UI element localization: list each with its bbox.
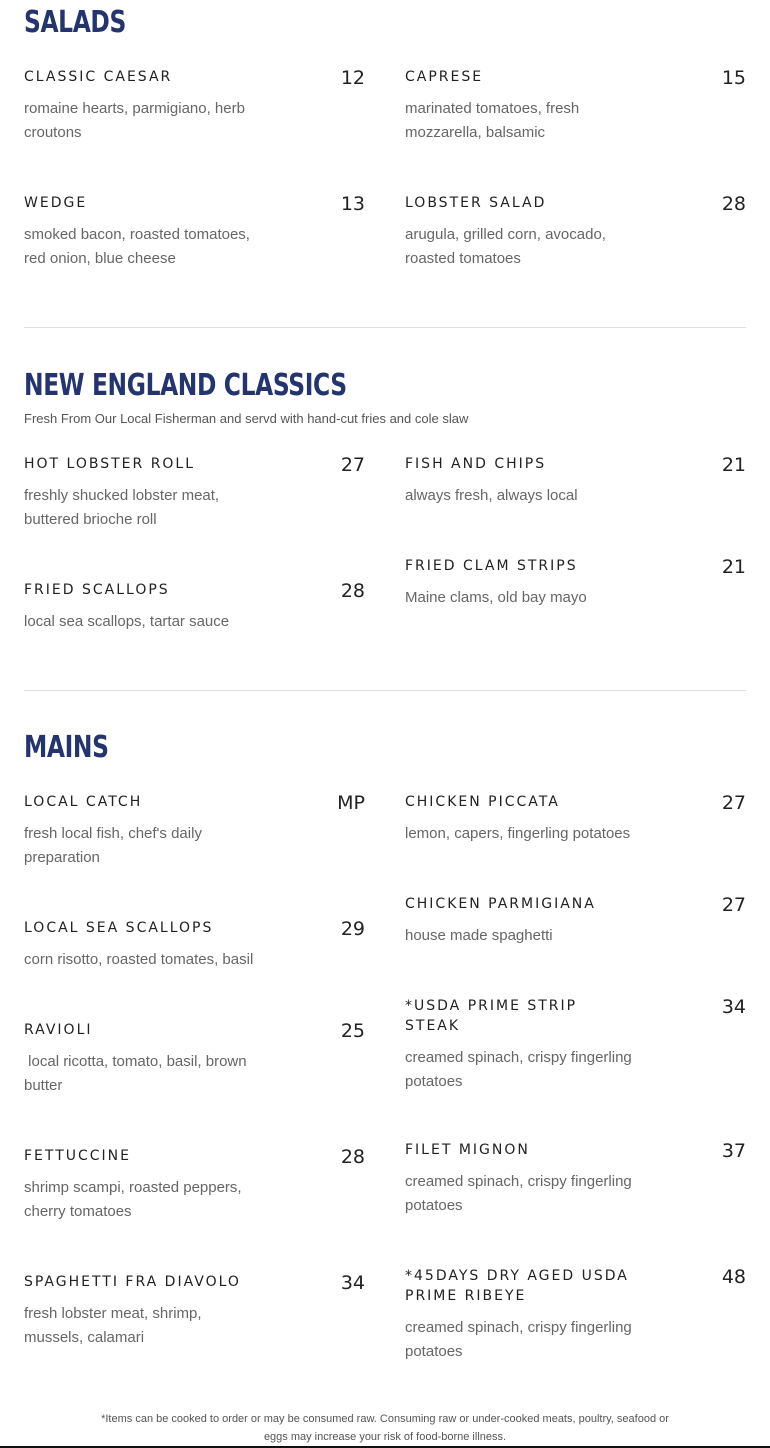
item-description: local ricotta, tomato, basil, brown butter <box>24 1053 251 1094</box>
item-description: house made spaghetti <box>405 927 553 944</box>
item-price: 37 <box>721 1140 746 1162</box>
allergen-footnote <box>0 1410 770 1446</box>
item-price: 21 <box>721 454 746 476</box>
item-name: WEDGE <box>24 195 88 211</box>
item-description: arugula, grilled corn, avocado, roasted tomatoes <box>405 226 611 267</box>
item-price: 27 <box>721 894 746 916</box>
item-price: 28 <box>340 1146 365 1168</box>
item-name: LOCAL SEA SCALLOPS <box>24 920 214 936</box>
item-description: creamed spinach, crispy fingerling potatoes <box>405 1319 636 1360</box>
item-name: SPAGHETTI FRA DIAVOLO <box>24 1274 241 1290</box>
item-description: fresh local fish, chef's daily preparation <box>24 825 207 866</box>
section-subtitle: Fresh From Our Local Fisherman and servd with hand-cut fries and cole slaw <box>24 411 469 426</box>
item-price: 48 <box>721 1266 746 1288</box>
item-description: romaine hearts, parmigiano, herb croutons <box>24 100 250 141</box>
item-description: lemon, capers, fingerling potatoes <box>405 825 631 842</box>
item-price: 28 <box>340 580 365 602</box>
item-description: always fresh, always local <box>405 487 578 504</box>
item-name: CAPRESE <box>405 69 484 85</box>
item-name: FRIED SCALLOPS <box>24 582 170 598</box>
item-price: 28 <box>721 193 746 215</box>
item-price: 15 <box>721 67 746 89</box>
item-price: 12 <box>340 67 365 89</box>
footnote-line: *Items can be cooked to order or may be consumed raw. Consuming raw or under-cooked meats, poultry, seafood or <box>101 1413 669 1425</box>
item-price: 27 <box>721 792 746 814</box>
section-title: NEW ENGLAND CLASSICS <box>24 368 347 403</box>
item-description: local sea scallops, tartar sauce <box>24 613 230 630</box>
item-price: MP <box>337 792 365 814</box>
section-title: MAINS <box>24 730 109 765</box>
item-price: 29 <box>340 918 365 940</box>
item-description: Maine clams, old bay mayo <box>405 589 587 606</box>
item-name: FETTUCCINE <box>24 1148 132 1164</box>
item-description: marinated tomatoes, fresh mozzarella, balsamic <box>405 100 584 141</box>
item-name: FRIED CLAM STRIPS <box>405 558 578 574</box>
item-name: *45DAYS DRY AGED USDA PRIME RIBEYE <box>405 1268 629 1304</box>
item-price: 34 <box>340 1272 365 1294</box>
item-name: LOCAL CATCH <box>24 794 143 810</box>
item-description: corn risotto, roasted tomates, basil <box>24 951 254 968</box>
item-name: RAVIOLI <box>24 1022 93 1038</box>
item-name: CHICKEN PICCATA <box>405 794 560 810</box>
item-name: LOBSTER SALAD <box>405 195 547 211</box>
item-description: smoked bacon, roasted tomatoes, red onion, blue cheese <box>24 226 255 267</box>
item-name: *USDA PRIME STRIP STEAK <box>405 998 578 1034</box>
item-description: creamed spinach, crispy fingerling potatoes <box>405 1173 636 1214</box>
item-name: CLASSIC CAESAR <box>24 69 173 85</box>
section-divider <box>24 690 746 691</box>
item-description: freshly shucked lobster meat, buttered brioche roll <box>24 487 224 528</box>
item-price: 25 <box>340 1020 365 1042</box>
item-price: 21 <box>721 556 746 578</box>
item-name: FILET MIGNON <box>405 1142 530 1158</box>
item-description: shrimp scampi, roasted peppers, cherry tomatoes <box>24 1179 246 1220</box>
item-price: 13 <box>340 193 365 215</box>
item-name: CHICKEN PARMIGIANA <box>405 896 596 912</box>
section-divider <box>24 327 746 328</box>
item-description: fresh lobster meat, shrimp, mussels, calamari <box>24 1305 206 1346</box>
footnote-line: eggs may increase your risk of food-borne illness. <box>263 1431 507 1443</box>
item-name: FISH AND CHIPS <box>405 456 547 472</box>
item-description: creamed spinach, crispy fingerling potatoes <box>405 1049 636 1090</box>
item-price: 27 <box>340 454 365 476</box>
section-title: SALADS <box>24 5 126 40</box>
item-name: HOT LOBSTER ROLL <box>24 456 196 472</box>
item-price: 34 <box>721 996 746 1018</box>
